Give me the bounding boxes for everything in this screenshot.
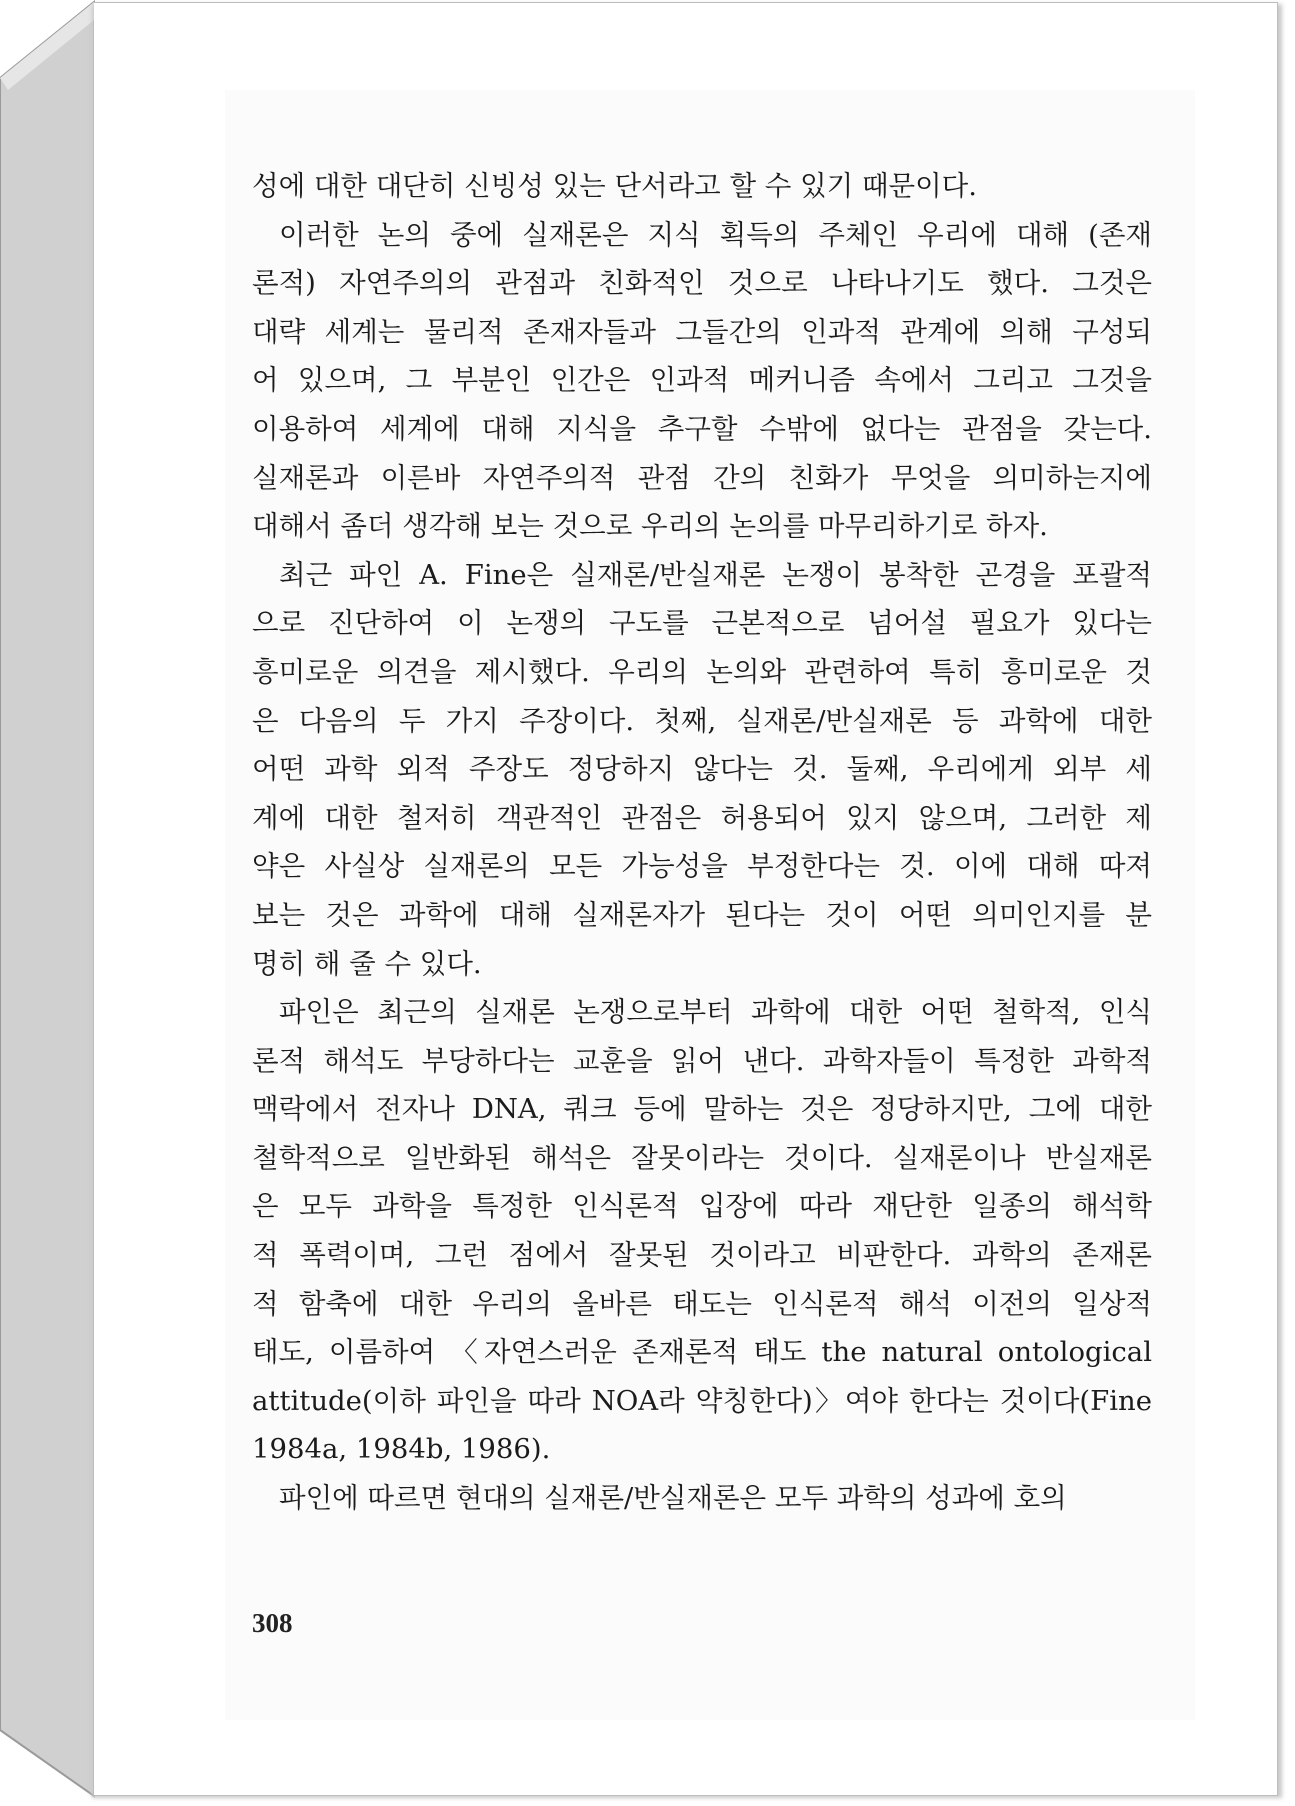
text-line: 최근 파인 A. Fine은 실재론/반실재론 논쟁이 봉착한 곤경을 포괄적	[279, 558, 1152, 591]
text-line: 대략 세계는 물리적 존재자들과 그들간의 인과적 관계에 의해 구성되	[252, 315, 1152, 348]
text-line: 맥락에서 전자나 DNA, 쿼크 등에 말하는 것은 정당하지만, 그에 대한	[252, 1093, 1152, 1126]
text-line: 론적) 자연주의의 관점과 친화적인 것으로 나타나기도 했다. 그것은	[252, 267, 1152, 300]
text-line: 이러한 논의 중에 실재론은 지식 획득의 주체인 우리에 대해 (존재	[279, 218, 1152, 251]
text-line: 은 다음의 두 가지 주장이다. 첫째, 실재론/반실재론 등 과학에 대한	[252, 704, 1152, 737]
page-number: 308	[252, 1608, 293, 1638]
text-line: 적 함축에 대한 우리의 올바른 태도는 인식론적 해석 이전의 일상적	[252, 1287, 1152, 1320]
text-line: 어떤 과학 외적 주장도 정당하지 않다는 것. 둘째, 우리에게 외부 세	[252, 753, 1152, 786]
text-line: 명히 해 줄 수 있다.	[252, 947, 482, 980]
text-line: 대해서 좀더 생각해 보는 것으로 우리의 논의를 마무리하기로 하자.	[252, 510, 1048, 543]
paragraph	[252, 1474, 1152, 1523]
text-line: 은 모두 과학을 특정한 인식론적 입장에 따라 재단한 일종의 해석학	[252, 1190, 1152, 1223]
text-line: 실재론과 이른바 자연주의적 관점 간의 친화가 무엇을 의미하는지에	[252, 461, 1152, 494]
text-line: 1984a, 1984b, 1986).	[252, 1433, 551, 1466]
text-line: 약은 사실상 실재론의 모든 가능성을 부정한다는 것. 이에 대해 따져	[252, 850, 1152, 883]
body-text	[252, 162, 1152, 1523]
paragraph	[252, 551, 1152, 988]
paragraph	[252, 211, 1152, 551]
text-line: 파인은 최근의 실재론 논쟁으로부터 과학에 대한 어떤 철학적, 인식	[279, 996, 1152, 1029]
paragraph	[252, 988, 1152, 1474]
text-line: 태도, 이름하여 〈자연스러운 존재론적 태도 the natural ontological	[252, 1336, 1152, 1369]
text-line: 으로 진단하여 이 논쟁의 구도를 근본적으로 넘어설 필요가 있다는	[252, 607, 1152, 640]
text-line: 흥미로운 의견을 제시했다. 우리의 논의와 관련하여 특히 흥미로운 것	[252, 655, 1152, 688]
text-line: 파인에 따르면 현대의 실재론/반실재론은 모두 과학의 성과에 호의	[279, 1482, 1067, 1515]
text-line: 계에 대한 철저히 객관적인 관점은 허용되어 있지 않으며, 그러한 제	[252, 801, 1152, 834]
text-line: 론적 해석도 부당하다는 교훈을 읽어 낸다. 과학자들이 특정한 과학적	[252, 1044, 1152, 1077]
text-line: 보는 것은 과학에 대해 실재론자가 된다는 것이 어떤 의미인지를 분	[252, 898, 1152, 931]
paragraph	[252, 162, 1152, 211]
text-line: 적 폭력이며, 그런 점에서 잘못된 것이라고 비판한다. 과학의 존재론	[252, 1239, 1152, 1272]
text-line: 이용하여 세계에 대해 지식을 추구할 수밖에 없다는 관점을 갖는다.	[252, 412, 1152, 445]
text-line: 성에 대한 대단히 신빙성 있는 단서라고 할 수 있기 때문이다.	[252, 170, 977, 202]
text-line: 철학적으로 일반화된 해석은 잘못이라는 것이다. 실재론이나 반실재론	[252, 1141, 1152, 1174]
text-line: attitude(이하 파인을 따라 NOA라 약칭한다)〉여야 한다는 것이다(Fine	[252, 1384, 1152, 1417]
text-line: 어 있으며, 그 부분인 인간은 인과적 메커니즘 속에서 그리고 그것을	[252, 364, 1152, 397]
